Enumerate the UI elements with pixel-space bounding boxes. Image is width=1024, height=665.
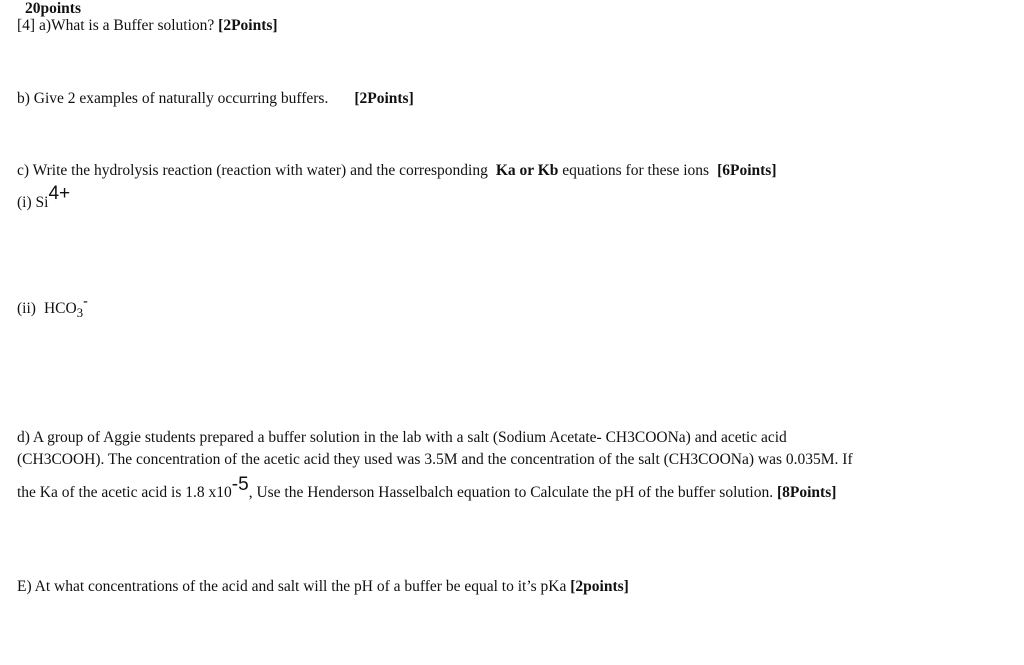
item-ii-ion: HCO [43,300,77,317]
question-4d-instruction: , Use the Henderson Hasselbalch equation to Calculate the pH of the buffer solution. [248,484,774,501]
question-4d-line-2: (CH3COOH). The concentration of the acetic acid they used was 3.5M and the concentration of the salt (CH3COONa) was 0.035M. If [17,451,853,468]
question-4e-text: E) At what concentrations of the acid and salt will the pH of a buffer be equal to it’s pKa [17,578,567,595]
question-4d-ka-text: the Ka of the acetic acid is 1.8 x10 [17,484,232,501]
item-i-ion: Si [35,194,49,211]
item-ii-label: (ii) [17,300,36,317]
question-4c-item-i [17,183,71,213]
item-i-charge: 4+ [48,183,71,204]
question-4d-line-1: d) A group of Aggie students prepared a buffer solution in the lab with a salt (Sodium Acetate- CH3COONa) and acetic acid [17,429,787,446]
question-4e-points: [2points] [570,578,629,595]
item-i-label: (i) [17,194,32,211]
question-4d-points: [8Points] [776,484,837,501]
question-4a [17,16,278,36]
item-ii-subscript: 3 [76,305,84,320]
question-4e [17,577,629,597]
question-number: [4] [17,17,36,34]
question-4c [17,161,777,181]
question-4d-line-3 [17,474,837,503]
question-4c-text-bold: Ka or Kb [495,162,559,179]
question-4a-points: [2Points] [218,17,278,34]
question-4a-text: a)What is a Buffer solution? [38,17,215,34]
total-points-header: 20points [25,0,81,17]
question-4b-text: b) Give 2 examples of naturally occurring buffers. [17,90,329,107]
question-4c-points: [6Points] [717,162,777,179]
question-4d-ka-exponent: -5 [231,474,249,495]
question-4c-item-ii [17,294,88,320]
question-4b [17,89,414,109]
item-ii-charge: - [83,294,88,309]
question-4b-points: [2Points] [354,90,414,107]
question-4c-text-pre: c) Write the hydrolysis reaction (reaction with water) and the corresponding [17,162,488,179]
question-4c-text-post: equations for these ions [562,162,710,179]
